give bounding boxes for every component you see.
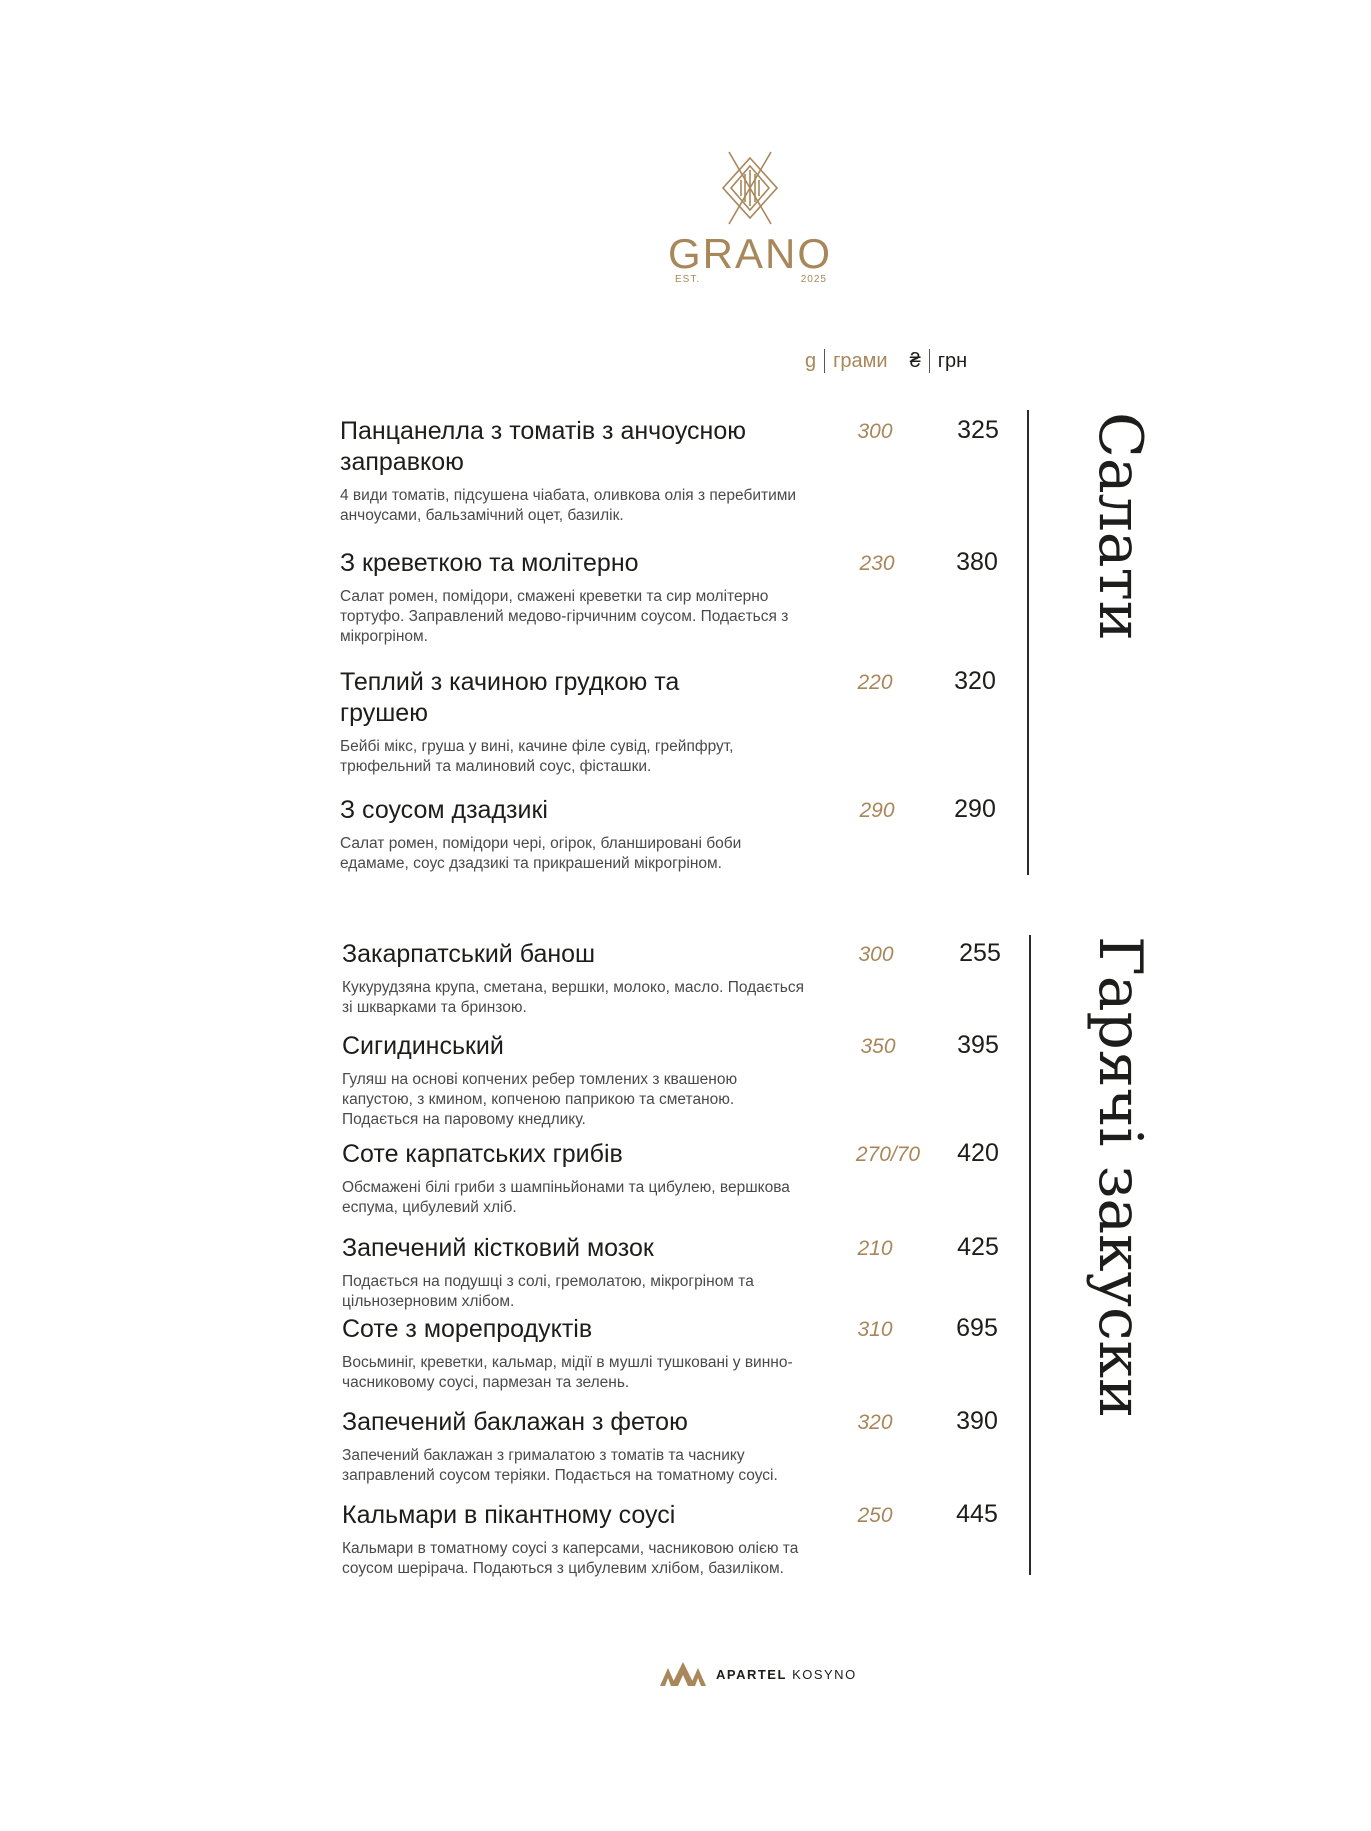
item-name: Запечений кістковий мозок: [342, 1234, 654, 1262]
item-weight: 300: [858, 943, 894, 966]
menu-item: [340, 416, 1000, 526]
weight-unit: [805, 349, 888, 373]
footer-brand-light: KOSYNO: [792, 1666, 857, 1682]
item-name: Соте з морепродуктів: [342, 1315, 593, 1343]
diamond-monogram-icon: [717, 150, 783, 226]
item-description: Гуляш на основі копчених ребер томлених з квашеною капустою, з кмином, копченою паприкою та сметаною. Подається на паровому кнедлику.: [342, 1071, 738, 1128]
item-name: З соусом дзадзикі: [340, 796, 548, 824]
section-divider-line: [1029, 935, 1031, 1575]
footer-logo: [660, 1660, 857, 1688]
grano-logo: [665, 150, 835, 290]
item-weight: 230: [859, 552, 895, 575]
item-price: 255: [959, 939, 1001, 967]
item-price: 325: [957, 416, 999, 444]
item-description: Обсмажені білі гриби з шампіньйонами та цибулею, вершкова еспума, цибулевий хліб.: [342, 1179, 790, 1216]
section-title-hot-appetizers: Гарячі закуски: [1085, 936, 1155, 1419]
item-price: 445: [956, 1500, 998, 1528]
section-divider-line: [1027, 410, 1029, 875]
item-description: Салат ромен, помідори, смажені креветки та сир молітерно тортуфо. Заправлений медово-гірчичним соусом. Подається з мікрогріном.: [340, 588, 789, 645]
item-description: Бейбі мікс, груша у вині, качине філе сувід, грейпфрут, трюфельний та малиновий соус, фісташки.: [340, 738, 734, 775]
item-description: Подається на подушці з солі, гремолатою, мікрогріном та цільнозерновим хлібом.: [342, 1273, 754, 1310]
item-weight: 270/70: [855, 1143, 921, 1166]
brand-year: 2025: [800, 274, 827, 285]
item-name: Закарпатський банош: [342, 940, 596, 968]
menu-item: [340, 795, 1000, 874]
section-title-salads: Салати: [1085, 412, 1155, 641]
item-description: Запечений баклажан з грималатою з томатів та часнику заправлений соусом теріяки. Подається на томатному соусі.: [342, 1447, 778, 1484]
item-description: Кальмари в томатному соусі з каперсами, часниковою олією та соусом шерірача. Подаються з цибулевим хлібом, базиліком.: [342, 1540, 799, 1577]
menu-item: [342, 1233, 1002, 1312]
item-name: Запечений баклажан з фетою: [342, 1408, 688, 1436]
item-price: 390: [956, 1407, 998, 1435]
item-weight: 310: [857, 1318, 893, 1341]
footer-brand: [716, 1667, 857, 1682]
item-description: Салат ромен, помідори чері, огірок, бланшировані боби едамаме, соус дзадзикі та прикрашений мікрогріном.: [340, 835, 742, 872]
item-price: 695: [956, 1314, 998, 1342]
item-price: 425: [957, 1233, 999, 1261]
menu-item: [340, 548, 1000, 647]
menu-item: [342, 1500, 1002, 1579]
mountain-logo-icon: [660, 1662, 706, 1686]
menu-item: [342, 1407, 1002, 1486]
item-description: Восьминіг, креветки, кальмар, мідії в мушлі тушковані у винно-часниковому соусі, пармезан та зелень.: [342, 1354, 793, 1391]
menu-item: [342, 939, 1002, 1018]
brand-name: GRANO: [667, 230, 832, 277]
currency-symbol: ₴: [909, 349, 921, 372]
item-weight: 300: [857, 420, 893, 443]
item-name: Теплий з качиною грудкою та грушею: [340, 668, 680, 727]
item-weight: 320: [857, 1411, 893, 1434]
item-price: 420: [957, 1139, 999, 1167]
brand-est: EST.: [675, 274, 701, 285]
menu-item: [342, 1314, 1002, 1393]
currency-label: грн: [937, 349, 968, 372]
item-weight: 250: [857, 1504, 893, 1527]
divider: [824, 349, 825, 373]
item-weight: 350: [860, 1035, 896, 1058]
item-price: 380: [956, 548, 998, 576]
footer-brand-bold: APARTEL: [716, 1666, 787, 1682]
divider: [929, 349, 930, 373]
item-price: 395: [957, 1031, 999, 1059]
currency-unit: [910, 349, 968, 373]
item-name: Сигидинський: [342, 1032, 504, 1060]
item-description: Кукурудзяна крупа, сметана, вершки, молоко, масло. Подається зі шкварками та бринзою.: [342, 979, 805, 1016]
item-weight: 210: [857, 1237, 893, 1260]
menu-item: [340, 667, 1000, 777]
item-weight: 220: [857, 671, 893, 694]
weight-symbol: g: [805, 349, 817, 372]
menu-item: [342, 1031, 1002, 1130]
item-name: З креветкою та молітерно: [340, 549, 639, 577]
item-weight: 290: [859, 799, 895, 822]
menu-item: [342, 1139, 1002, 1218]
item-name: Соте карпатських грибів: [342, 1140, 623, 1168]
item-price: 290: [954, 795, 996, 823]
item-name: Кальмари в пікантному соусі: [342, 1501, 676, 1529]
weight-label: грами: [833, 349, 888, 372]
item-name: Панцанелла з томатів з анчоусною заправкою: [340, 417, 747, 476]
item-price: 320: [954, 667, 996, 695]
units-header: [805, 348, 967, 374]
item-description: 4 види томатів, підсушена чіабата, оливкова олія з перебитими анчоусами, бальзамічний оцет, базилік.: [340, 487, 797, 524]
